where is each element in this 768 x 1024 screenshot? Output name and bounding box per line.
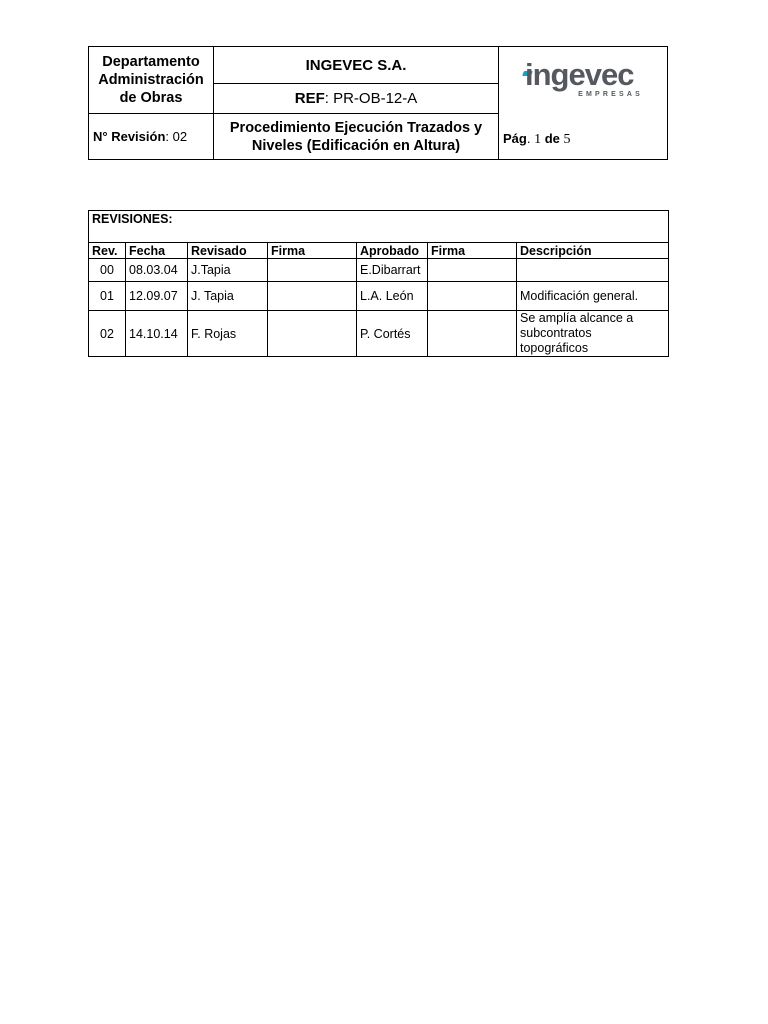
cell-firma	[268, 282, 357, 311]
cell-firma-2	[428, 259, 517, 282]
ref-value: : PR-OB-12-A	[324, 90, 418, 107]
column-header-firma-2: Firma	[428, 243, 517, 259]
revision-cell	[89, 114, 214, 159]
logo-subtitle: EMPRESAS	[578, 90, 643, 98]
revisions-table	[88, 210, 669, 357]
column-header-aprobado: Aprobado	[357, 243, 428, 259]
descripcion-line-2: subcontratos	[520, 326, 592, 340]
revisions-header-row	[89, 243, 669, 259]
department-cell	[89, 47, 214, 114]
page-total: 5	[563, 132, 571, 147]
cell-rev: 01	[89, 282, 126, 311]
cell-rev: 00	[89, 259, 126, 282]
department-line-1: Departamento	[102, 54, 200, 70]
cell-fecha: 12.09.07	[126, 282, 188, 311]
cell-fecha: 14.10.14	[126, 311, 188, 357]
page-sep: .	[526, 131, 535, 146]
procedure-title-line-2: Niveles (Edificación en Altura)	[251, 137, 461, 154]
cell-descripcion: Modificación general.	[517, 282, 669, 311]
document-header	[88, 46, 668, 160]
ingevec-logo	[523, 56, 643, 103]
column-header-rev: Rev.	[89, 243, 126, 259]
table-row	[89, 259, 669, 282]
logo-cell	[499, 47, 667, 114]
cell-rev: 02	[89, 311, 126, 357]
revision-label: N° Revisión	[93, 129, 166, 144]
procedure-title-line-1: Procedimiento Ejecución Trazados y	[229, 119, 483, 136]
table-row	[89, 311, 669, 357]
cell-firma-2	[428, 311, 517, 357]
cell-aprobado: L.A. León	[357, 282, 428, 311]
descripcion-line-3: topográficos	[520, 341, 589, 355]
column-header-revisado: Revisado	[188, 243, 268, 259]
procedure-title-cell	[214, 114, 499, 159]
department-line-3: de Obras	[119, 90, 183, 106]
revisions-title: REVISIONES:	[89, 211, 669, 243]
cell-fecha: 08.03.04	[126, 259, 188, 282]
cell-revisado: J. Tapia	[188, 282, 268, 311]
page-label: Pág	[503, 131, 527, 146]
ref-label: REF	[294, 90, 325, 107]
page-number-cell	[499, 114, 667, 159]
cell-descripcion	[517, 311, 669, 357]
page-current: 1	[534, 132, 542, 147]
descripcion-line-1: Se amplía alcance a	[520, 311, 634, 325]
cell-firma-2	[428, 282, 517, 311]
department-line-2: Administración	[98, 72, 204, 88]
page-of-label: de	[544, 131, 560, 146]
column-header-fecha: Fecha	[126, 243, 188, 259]
cell-firma	[268, 311, 357, 357]
cell-firma	[268, 259, 357, 282]
ref-cell	[214, 84, 499, 114]
cell-aprobado: P. Cortés	[357, 311, 428, 357]
column-header-descripcion: Descripción	[517, 243, 669, 259]
table-row	[89, 282, 669, 311]
column-header-firma: Firma	[268, 243, 357, 259]
cell-descripcion	[517, 259, 669, 282]
cell-revisado: F. Rojas	[188, 311, 268, 357]
cell-aprobado: E.Dibarrart	[357, 259, 428, 282]
revisions-title-row	[89, 211, 669, 243]
company-name: INGEVEC S.A.	[214, 47, 499, 84]
cell-revisado: J.Tapia	[188, 259, 268, 282]
revision-value: : 02	[165, 129, 188, 144]
logo-wordmark: ingevec	[525, 56, 634, 92]
